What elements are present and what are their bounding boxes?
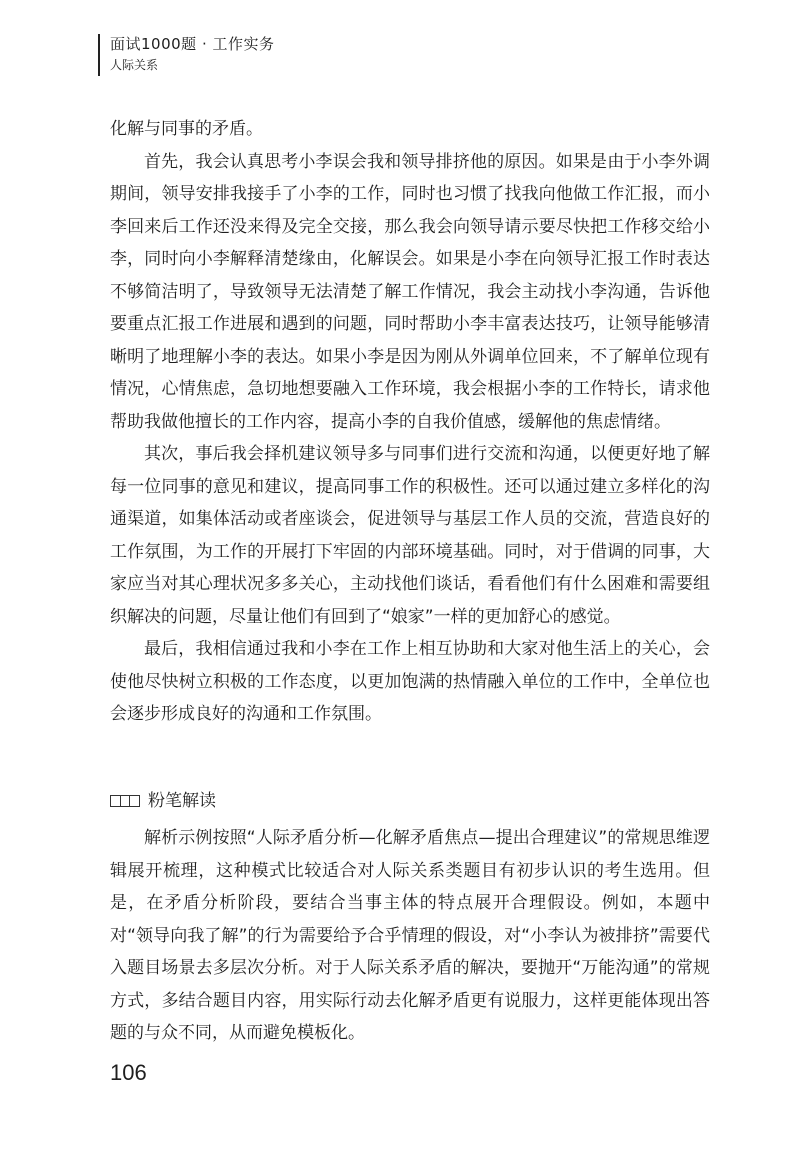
analysis-heading xyxy=(110,786,710,816)
paragraph-first: 首先，我会认真思考小李误会我和领导排挤他的原因。如果是由于小李外调期间，领导安排我接手了小李的工作，同时也习惯了找我向他做工作汇报，而小李回来后工作还没来得及完全交接，那么我会向领导请示要尽快把工作移交给小李，同时向小李解释清楚缘由，化解误会。如果是小李在向领导汇报工作时表达不够简洁明了，导致领导无法清楚了解工作情况，我会主动找小李沟通，告诉他要重点汇报工作进展和遇到的问题，同时帮助小李丰富表达技巧，让领导能够清晰明了地理解小李的表达。如果小李是因为刚从外调单位回来，不了解单位现有情况，心情焦虑，急切地想要融入工作环境，我会根据小李的工作特长，请求他帮助我做他擅长的工作内容，提高小李的自我价值感，缓解他的焦虑情绪。 xyxy=(110,151,710,432)
answer-body xyxy=(110,113,710,731)
analysis-text: 解析示例按照“人际矛盾分析—化解矛盾焦点—提出合理建议”的常规思维逻辑展开梳理，这种模式比较适合对人际关系类题目有初步认识的考生选用。但是，在矛盾分析阶段，要结合当事主体的特点展开合理假设。例如，本题中对“领导向我了解”的行为需要给予合乎情理的假设，对“小李认为被排挤”需要代入题目场景去多层次分析。对于人际关系矛盾的解决，要抛开“万能沟通”的常规方式，多结合题目内容，用实际行动去化解矛盾更有说服力，这样更能体现出答题的与众不同，从而避免模板化。 xyxy=(110,828,710,1043)
section-marker-icon xyxy=(110,795,140,807)
analysis-heading-text: 粉笔解读 xyxy=(148,791,216,811)
paragraph-last: 最后，我相信通过我和小李在工作上相互协助和大家对他生活上的关心，会使他尽快树立积极的工作态度，以更加饱满的热情融入单位的工作中，全单位也会逐步形成良好的沟通和工作氛围。 xyxy=(110,639,710,724)
running-header xyxy=(98,34,274,76)
paragraph-second: 其次，事后我会择机建议领导多与同事们进行交流和沟通，以便更好地了解每一位同事的意见和建议，提高同事工作的积极性。还可以通过建立多样化的沟通渠道，如集体活动或者座谈会，促进领导与基层工作人员的交流，营造良好的工作氛围，为工作的开展打下牢固的内部环境基础。同时，对于借调的同事，大家应当对其心理状况多多关心，主动找他们谈话，看看他们有什么困难和需要组织解决的问题，尽量让他们有回到了“娘家”一样的更加舒心的感觉。 xyxy=(110,444,710,627)
page-number: 106 xyxy=(110,1060,147,1085)
chapter-title: 人际关系 xyxy=(110,58,159,72)
book-title: 面试1000题 · 工作实务 xyxy=(110,35,275,53)
analysis-section xyxy=(110,786,710,1050)
paragraph-continuation: 化解与同事的矛盾。 xyxy=(110,119,263,139)
